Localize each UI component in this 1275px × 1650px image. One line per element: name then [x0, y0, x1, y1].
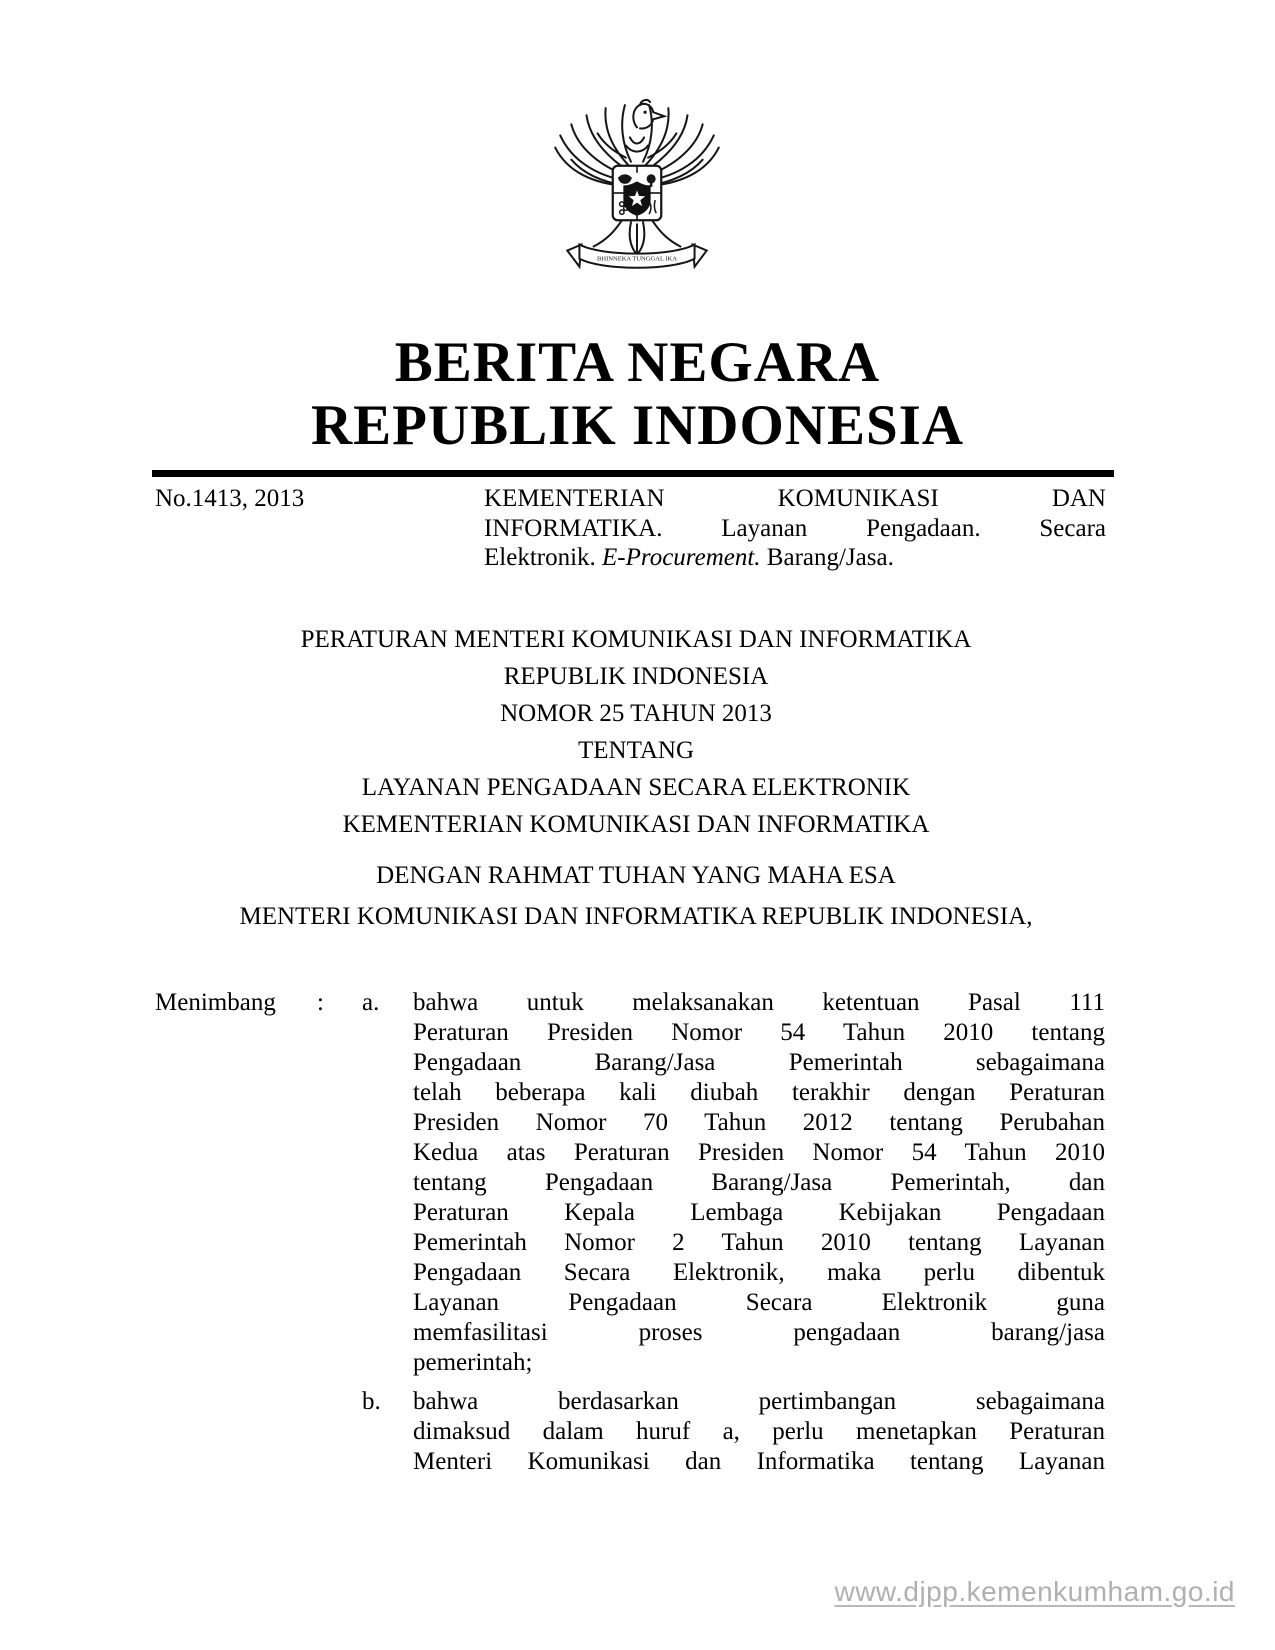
title-line: REPUBLIK INDONESIA [503, 663, 769, 690]
subject-line: INFORMATIKA. Layanan Pengadaan. Secara [484, 514, 1106, 542]
garuda-pancasila-emblem [551, 93, 723, 295]
gazette-subject [484, 484, 1106, 573]
text-line: pemerintah; [413, 1349, 533, 1376]
title-line: LAYANAN PENGADAAN SECARA ELEKTRONIK [361, 774, 911, 801]
masthead-title [0, 331, 1275, 457]
authority-line: MENTERI KOMUNIKASI DAN INFORMATIKA REPUBLIK INDONESIA, [239, 903, 1033, 930]
eagle-eye [643, 111, 646, 114]
text-line: Menteri Komunikasi dan Informatika tentang Layanan [413, 1448, 1105, 1475]
masthead-line2: REPUBLIK INDONESIA [310, 394, 965, 457]
title-line: NOMOR 25 TAHUN 2013 [500, 700, 772, 727]
text-line: Layanan Pengadaan Secara Elektronik guna [413, 1289, 1105, 1316]
text-line: Pemerintah Nomor 2 Tahun 2010 tentang Layanan [413, 1229, 1105, 1256]
text-line: tentang Pengadaan Barang/Jasa Pemerintah, dan [413, 1169, 1105, 1196]
watermark-link[interactable]: www.djpp.kemenkumham.go.id [834, 1576, 1235, 1607]
text-line: Pengadaan Secara Elektronik, maka perlu dibentuk [413, 1259, 1105, 1286]
item-marker: b. [362, 1388, 381, 1415]
text-line: bahwa untuk melaksanakan ketentuan Pasal 111 [413, 989, 1105, 1016]
text-line: bahwa berdasarkan pertimbangan sebagaimana [413, 1388, 1105, 1415]
text-line: Presiden Nomor 70 Tahun 2012 tentang Perubahan [413, 1109, 1105, 1136]
preamble [157, 855, 1115, 937]
title-line: PERATURAN MENTERI KOMUNIKASI DAN INFORMATIKA [300, 626, 972, 653]
text-line: Pengadaan Barang/Jasa Pemerintah sebagaimana [413, 1049, 1105, 1076]
considerations-label: Menimbang [155, 989, 276, 1016]
item-marker: a. [362, 989, 380, 1016]
consideration-item-a [362, 988, 1105, 1378]
consideration-item-b [362, 1387, 1105, 1477]
text-line: memfasilitasi proses pengadaan barang/jasa [413, 1319, 1105, 1346]
title-line: KEMENTERIAN KOMUNIKASI DAN INFORMATIKA [342, 811, 930, 838]
considerations-section [155, 988, 1113, 1477]
considerations-separator: : [317, 989, 324, 1016]
subject-line: Elektronik. E-Procurement. Barang/Jasa. [484, 544, 894, 571]
masthead-line1: BERITA NEGARA [394, 331, 881, 394]
gazette-number: No.1413, 2013 [155, 485, 305, 512]
text-line: Peraturan Presiden Nomor 54 Tahun 2010 tentang [413, 1019, 1105, 1046]
italic-term: E-Procurement. [602, 544, 761, 571]
regulation-title [157, 621, 1115, 843]
text-line: Kedua atas Peraturan Presiden Nomor 54 Tahun 2010 [413, 1139, 1105, 1166]
text-line: telah beberapa kali diubah terakhir dengan Peraturan [413, 1079, 1105, 1106]
text-line: dimaksud dalam huruf a, perlu menetapkan Peraturan [413, 1418, 1105, 1445]
text-line: Peraturan Kepala Lembaga Kebijakan Pengadaan [413, 1199, 1105, 1226]
emblem-motto: BHINNEKA TUNGGAL IKA [596, 255, 678, 263]
title-line: TENTANG [577, 737, 695, 764]
subject-line: KEMENTERIAN KOMUNIKASI DAN [484, 485, 1106, 512]
invocation-line: DENGAN RAHMAT TUHAN YANG MAHA ESA [376, 862, 896, 889]
masthead-rule [152, 470, 1114, 477]
